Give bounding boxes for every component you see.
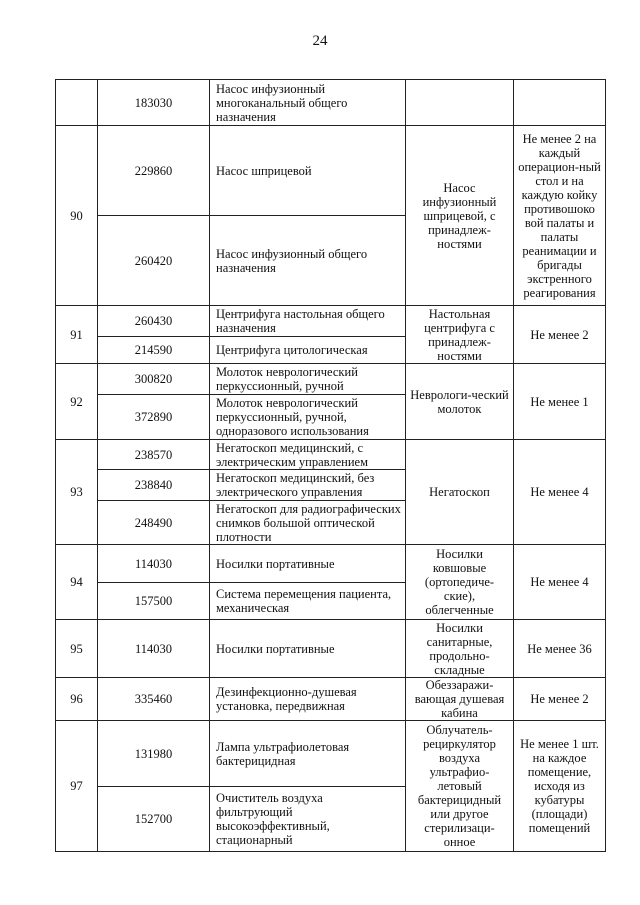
item-name-cell: Лампа ультрафиолетовая бактерицидная	[210, 721, 406, 787]
code-cell: 131980	[98, 721, 210, 787]
row-number-cell: 90	[56, 126, 98, 306]
equipment-group-cell: Негатоскоп	[406, 440, 514, 545]
code-cell: 229860	[98, 126, 210, 216]
table-row	[56, 721, 606, 787]
quantity-cell: Не менее 1	[514, 364, 606, 440]
row-number-cell: 94	[56, 545, 98, 620]
item-name-cell: Насос инфузионный общего назначения	[210, 216, 406, 306]
quantity-cell: Не менее 2 на каждый операцион-ный стол и на каждую койку противошоко вой палаты и палаты реанимации и бригады экстренного реагирования	[514, 126, 606, 306]
quantity-cell: Не менее 4	[514, 440, 606, 545]
code-cell: 248490	[98, 501, 210, 545]
code-cell: 238570	[98, 440, 210, 470]
equipment-group-cell: Носилки санитарные, продольно-складные	[406, 620, 514, 678]
item-name-cell: Насос шприцевой	[210, 126, 406, 216]
quantity-cell: Не менее 2	[514, 678, 606, 721]
item-name-cell: Молоток неврологический перкуссионный, ручной, одноразового использования	[210, 395, 406, 440]
equipment-group-cell: Неврологи-ческий молоток	[406, 364, 514, 440]
table-row	[56, 545, 606, 583]
row-number-cell: 97	[56, 721, 98, 852]
quantity-cell	[514, 80, 606, 126]
table-row	[56, 306, 606, 337]
code-cell: 260420	[98, 216, 210, 306]
equipment-table	[55, 79, 606, 852]
code-cell: 300820	[98, 364, 210, 395]
table-row	[56, 126, 606, 216]
item-name-cell: Насос инфузионный многоканальный общего назначения	[210, 80, 406, 126]
table-row	[56, 440, 606, 470]
equipment-group-cell: Обеззаражи-вающая душевая кабина	[406, 678, 514, 721]
code-cell: 114030	[98, 620, 210, 678]
item-name-cell: Носилки портативные	[210, 620, 406, 678]
item-name-cell: Негатоскоп медицинский, с электрическим управлением	[210, 440, 406, 470]
item-name-cell: Негатоскоп для радиографических снимков большой оптической плотности	[210, 501, 406, 545]
code-cell: 183030	[98, 80, 210, 126]
equipment-group-cell	[406, 80, 514, 126]
row-number-cell: 93	[56, 440, 98, 545]
table-row	[56, 678, 606, 721]
code-cell: 335460	[98, 678, 210, 721]
code-cell: 114030	[98, 545, 210, 583]
page-number: 24	[312, 33, 328, 49]
code-cell: 214590	[98, 337, 210, 364]
quantity-cell: Не менее 4	[514, 545, 606, 620]
item-name-cell: Очиститель воздуха фильтрующий высокоэффективный, стационарный	[210, 787, 406, 852]
item-name-cell: Центрифуга настольная общего назначения	[210, 306, 406, 337]
equipment-group-cell: Настольная центрифуга с принадлеж-ностями	[406, 306, 514, 364]
row-number-cell: 91	[56, 306, 98, 364]
table-row	[56, 620, 606, 678]
row-number-cell: 96	[56, 678, 98, 721]
quantity-cell: Не менее 2	[514, 306, 606, 364]
code-cell: 152700	[98, 787, 210, 852]
item-name-cell: Молоток неврологический перкуссионный, ручной	[210, 364, 406, 395]
item-name-cell: Центрифуга цитологическая	[210, 337, 406, 364]
row-number-cell: 92	[56, 364, 98, 440]
quantity-cell: Не менее 36	[514, 620, 606, 678]
code-cell: 157500	[98, 583, 210, 620]
item-name-cell: Дезинфекционно-душевая установка, передвижная	[210, 678, 406, 721]
table-row	[56, 80, 606, 126]
code-cell: 238840	[98, 470, 210, 501]
row-number-cell: 95	[56, 620, 98, 678]
equipment-group-cell: Насос инфузионный шприцевой, с принадлеж-ностями	[406, 126, 514, 306]
table-row	[56, 364, 606, 395]
code-cell: 260430	[98, 306, 210, 337]
item-name-cell: Носилки портативные	[210, 545, 406, 583]
quantity-cell: Не менее 1 шт. на каждое помещение, исходя из кубатуры (площади) помещений	[514, 721, 606, 852]
equipment-table-container	[55, 79, 606, 852]
equipment-group-cell: Облучатель-рециркулятор воздуха ультрафио-летовый бактерицидный или другое стерилизаци-онное	[406, 721, 514, 852]
row-number-cell	[56, 80, 98, 126]
code-cell: 372890	[98, 395, 210, 440]
item-name-cell: Система перемещения пациента, механическая	[210, 583, 406, 620]
equipment-group-cell: Носилки ковшовые (ортопедиче-ские), облегченные	[406, 545, 514, 620]
item-name-cell: Негатоскоп медицинский, без электрического управления	[210, 470, 406, 501]
